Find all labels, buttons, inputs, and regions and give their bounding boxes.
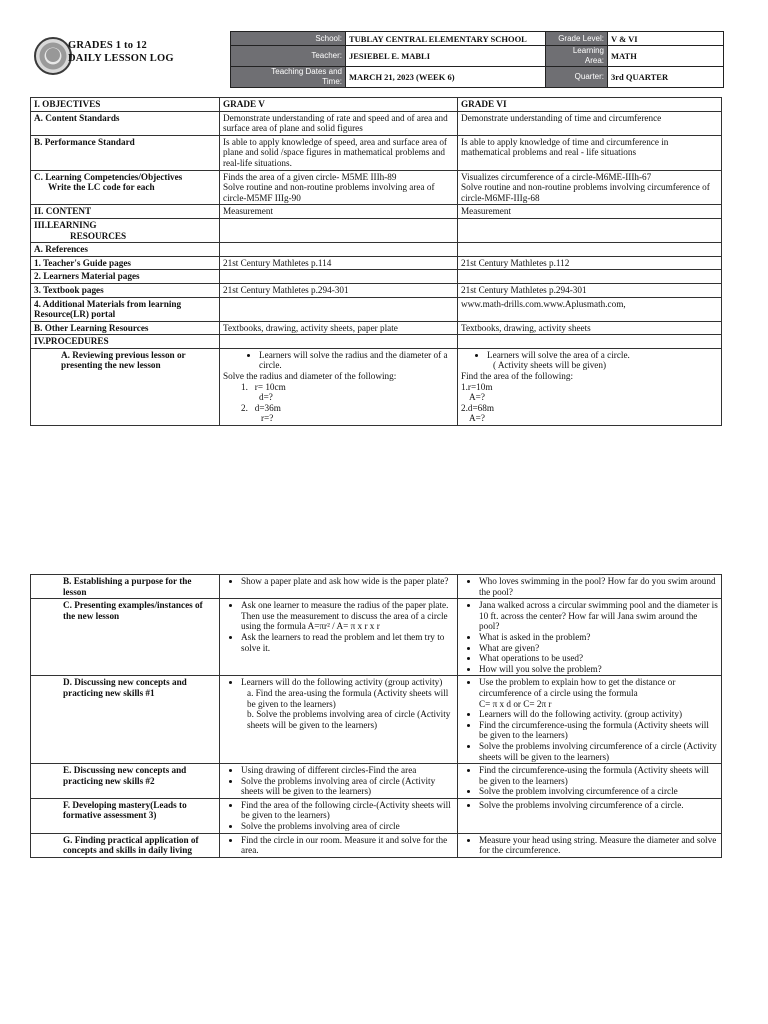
establishing-g5 — [220, 575, 458, 599]
application-g6 — [458, 833, 722, 857]
list-item: • What is asked in the problem? — [479, 632, 718, 643]
list-item: • Solve the problems involving area of circle (Activity sheets will be given to the learners) — [241, 776, 454, 797]
deped-seal-icon — [34, 37, 72, 75]
table-row — [31, 111, 722, 135]
lr-label-2: RESOURCES — [70, 230, 127, 241]
table-row — [31, 283, 722, 297]
logo-line-2: DAILY LESSON LOG — [68, 53, 174, 64]
list-item: • Find the circle in our room. Measure it and solve for the area. — [241, 835, 454, 856]
learning-resources-label — [31, 218, 220, 242]
presenting-g6 — [458, 599, 722, 676]
list-item: • Find the area of the following circle-(Activity sheets will be given to the learners) — [241, 800, 454, 821]
lc-label-2: Write the LC code for each — [48, 182, 155, 193]
empty-cell — [220, 270, 458, 284]
list-item: 1. r= 10cm — [241, 381, 286, 392]
grade-level-value: V & VI — [608, 32, 724, 46]
list-item: • Who loves swimming in the pool? How far do you swim around the pool? — [479, 576, 718, 597]
table-row — [31, 256, 722, 270]
learning-area-value: MATH — [608, 46, 724, 67]
table-row — [31, 218, 722, 242]
d1-g6-text: • Use the problem to explain how to get the distance or circumference of a circle using the formula — [479, 677, 676, 698]
discussing-2-label: E. Discussing new concepts and practicing new skills #2 — [31, 764, 220, 799]
lc-label-1: C. Learning Competencies/Objectives — [34, 171, 183, 182]
grade-level-label: Grade Level: — [546, 32, 608, 46]
content-g6: Measurement — [458, 205, 722, 219]
additional-materials-g6: www.math-drills.com.www.Aplusmath.com, — [458, 297, 722, 321]
list-item: • Solve the problems involving area of circle — [241, 821, 454, 832]
developing-mastery-g5 — [220, 798, 458, 833]
list-item: d=? — [259, 392, 273, 403]
discussing-1-g6 — [458, 676, 722, 764]
d1-g5-b: b. Solve the problems involving area of circle (Activity sheets will be given to the learners) — [247, 709, 451, 730]
list-item: • Solve the problem involving circumference of a circle — [479, 786, 718, 797]
learning-competencies-label — [31, 170, 220, 205]
list-item — [479, 677, 718, 709]
dates-label-2: Time: — [322, 77, 342, 86]
lc-g6-line-2: Solve routine and non-routine problems involving circumference of circle-M6MF-IIIg-68 — [461, 182, 710, 203]
dates-label-1: Teaching Dates and — [271, 67, 342, 76]
table-row — [31, 575, 722, 599]
table-row — [31, 833, 722, 857]
lr-label-1: III.LEARNING — [34, 219, 97, 230]
grade-v-heading: GRADE V — [220, 98, 458, 112]
teachers-guide-g6: 21st Century Mathletes p.112 — [458, 256, 722, 270]
performance-standard-g5: Is able to apply knowledge of speed, area and surface area of plane and solid /space figures in mathematical problems and real-life situations. — [220, 135, 458, 170]
reviewing-g5 — [220, 348, 458, 425]
list-item — [241, 677, 454, 730]
teachers-guide-g5: 21st Century Mathletes p.114 — [220, 256, 458, 270]
school-value: TUBLAY CENTRAL ELEMENTARY SCHOOL — [346, 32, 546, 46]
reviewing-g6 — [458, 348, 722, 425]
empty-cell — [220, 297, 458, 321]
list-item: • How will you solve the problem? — [479, 664, 718, 675]
learning-competencies-g6 — [458, 170, 722, 205]
table-row — [31, 243, 722, 257]
presenting-g5 — [220, 599, 458, 676]
discussing-2-g6 — [458, 764, 722, 799]
reviewing-g6-line: Find the area of the following: — [461, 371, 574, 382]
content-standards-label: A. Content Standards — [31, 111, 220, 135]
developing-mastery-g6 — [458, 798, 722, 833]
table-row — [31, 98, 722, 112]
learners-material-label: 2. Learners Material pages — [31, 270, 220, 284]
table-row — [31, 348, 722, 425]
empty-cell — [220, 218, 458, 242]
content-label: II. CONTENT — [31, 205, 220, 219]
list-item: • Ask one learner to measure the radius of the paper plate. Then use the measurement to discuss the area of a circle using the formula A=πr² / A= π x r x r — [241, 600, 454, 632]
additional-materials-label: 4. Additional Materials from learning Resource(LR) portal — [31, 297, 220, 321]
table-row — [31, 676, 722, 764]
performance-standard-label: B. Performance Standard — [31, 135, 220, 170]
list-item: r=? — [261, 413, 274, 424]
list-item: • Find the circumference-using the formula (Activity sheets will be given to the learners) — [479, 720, 718, 741]
d1-g5-text: • Learners will do the following activity (group activity) — [241, 677, 443, 688]
establishing-label: B. Establishing a purpose for the lesson — [31, 575, 220, 599]
textbook-g5: 21st Century Mathletes p.294-301 — [220, 283, 458, 297]
empty-cell — [220, 243, 458, 257]
objectives-table — [30, 97, 722, 426]
table-row — [31, 170, 722, 205]
presenting-label: C. Presenting examples/instances of the new lesson — [31, 599, 220, 676]
dates-label — [231, 67, 346, 88]
teachers-guide-label: 1. Teacher's Guide pages — [31, 256, 220, 270]
empty-cell — [458, 243, 722, 257]
item-1a: r= 10cm — [254, 381, 286, 392]
objectives-heading: I. OBJECTIVES — [31, 98, 220, 112]
content-standards-g5: Demonstrate understanding of rate and speed and of area and surface area of plane and solid figures — [220, 111, 458, 135]
list-item: • Learners will do the following activity. (group activity) — [479, 709, 718, 720]
logo-line-1: GRADES 1 to 12 — [68, 40, 147, 51]
reviewing-label: A. Reviewing previous lesson or presenting the new lesson — [31, 348, 220, 425]
list-item: A=? — [469, 413, 485, 424]
reviewing-g5-line: Solve the radius and diameter of the following: — [223, 371, 397, 382]
other-resources-g6: Textbooks, drawing, activity sheets — [458, 321, 722, 335]
school-label: School: — [231, 32, 346, 46]
list-item: • Using drawing of different circles-Find the area — [241, 765, 454, 776]
table-row — [31, 270, 722, 284]
list-item: • Learners will solve the area of a circle. — [487, 350, 718, 361]
reviewing-g6-note: ( Activity sheets will be given) — [493, 360, 607, 371]
list-item: • Learners will solve the radius and the diameter of a circle. — [259, 350, 454, 371]
establishing-g6 — [458, 575, 722, 599]
list-item: 2.d=68m — [461, 402, 494, 413]
dates-value: MARCH 21, 2023 (WEEK 6) — [346, 67, 546, 88]
discussing-2-g5 — [220, 764, 458, 799]
learning-area-label-1: Learning — [572, 46, 604, 55]
table-row — [31, 798, 722, 833]
textbook-label: 3. Textbook pages — [31, 283, 220, 297]
empty-cell — [220, 335, 458, 349]
performance-standard-g6: Is able to apply knowledge of time and circumference in mathematical problems and real - life situations — [458, 135, 722, 170]
table-row — [31, 135, 722, 170]
logo-title — [68, 39, 174, 65]
empty-cell — [458, 270, 722, 284]
developing-mastery-label: F. Developing mastery(Leads to formative assessment 3) — [31, 798, 220, 833]
empty-cell — [458, 218, 722, 242]
d1-g6-formula: C= π x d or C= 2π r — [479, 698, 552, 709]
list-item: • Solve the problems involving circumference of a circle (Activity sheets will be given to the learners) — [479, 741, 718, 762]
application-label: G. Finding practical application of concepts and skills in daily living — [31, 833, 220, 857]
list-item: • Measure your head using string. Measure the diameter and solve for the circumference. — [479, 835, 718, 856]
references-label: A. References — [31, 243, 220, 257]
table-row — [31, 297, 722, 321]
list-item: 2. d=36m — [241, 402, 281, 413]
grade-vi-heading: GRADE VI — [458, 98, 722, 112]
item-2a: d=36m — [254, 402, 281, 413]
learning-competencies-g5 — [220, 170, 458, 205]
table-row — [31, 335, 722, 349]
list-item: • Show a paper plate and ask how wide is the paper plate? — [241, 576, 454, 587]
list-item: • What are given? — [479, 643, 718, 654]
procedures-label: IV.PROCEDURES — [31, 335, 220, 349]
other-resources-g5: Textbooks, drawing, activity sheets, paper plate — [220, 321, 458, 335]
list-item: • What operations to be used? — [479, 653, 718, 664]
quarter-label: Quarter: — [546, 67, 608, 88]
learning-area-label-2: Area: — [584, 56, 604, 65]
table-row — [31, 599, 722, 676]
d1-g5-a: a. Find the area-using the formula (Activity sheets will be given to the learners) — [247, 687, 449, 709]
quarter-value: 3rd QUARTER — [608, 67, 724, 88]
header — [30, 31, 727, 90]
other-resources-label: B. Other Learning Resources — [31, 321, 220, 335]
table-row — [31, 321, 722, 335]
lc-g5-line-2: Solve routine and non-routine problems involving area of circle-M5MF IIIg-90 — [223, 182, 435, 203]
list-item: 1.r=10m — [461, 381, 493, 392]
table-row — [31, 205, 722, 219]
teacher-label: Teacher: — [231, 46, 346, 67]
list-item: • Ask the learners to read the problem and let them try to solve it. — [241, 632, 454, 653]
table-row — [31, 764, 722, 799]
procedures-table — [30, 574, 722, 858]
list-item: • Solve the problems involving circumference of a circle. — [479, 800, 718, 811]
empty-cell — [458, 335, 722, 349]
discussing-1-g5 — [220, 676, 458, 764]
list-item: • Jana walked across a circular swimming pool and the diameter is 10 ft. across the center? How far will Jana swim around the pool? — [479, 600, 718, 632]
textbook-g6: 21st Century Mathletes p.294-301 — [458, 283, 722, 297]
header-info-table — [230, 31, 724, 88]
lc-g5-line-1: Finds the area of a given circle- M5ME IIIh-89 — [223, 171, 397, 182]
content-standards-g6: Demonstrate understanding of time and circumference — [458, 111, 722, 135]
list-item: • Find the circumference-using the formula (Activity sheets will be given to the learners) — [479, 765, 718, 786]
discussing-1-label: D. Discussing new concepts and practicing new skills #1 — [31, 676, 220, 764]
application-g5 — [220, 833, 458, 857]
content-g5: Measurement — [220, 205, 458, 219]
list-item: A=? — [469, 392, 485, 403]
teacher-value: JESIEBEL E. MABLI — [346, 46, 546, 67]
lc-g6-line-1: Visualizes circumference of a circle-M6ME-IIIh-67 — [461, 171, 652, 182]
learning-area-label — [546, 46, 608, 67]
